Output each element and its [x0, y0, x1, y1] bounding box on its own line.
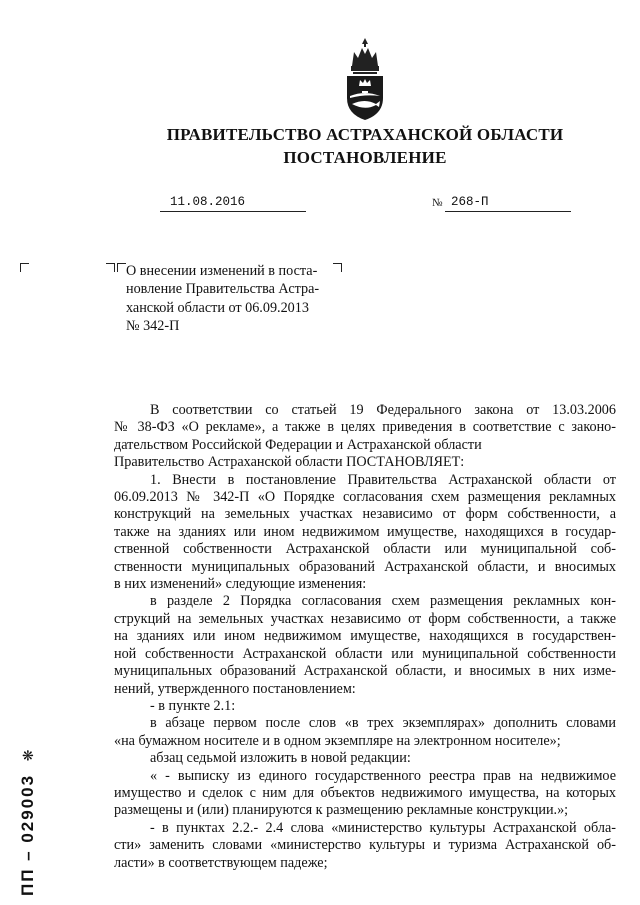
body-line: ственной собственности Астраханской области или муниципальной соб-	[114, 541, 616, 558]
body-line: сти» заменить словами «министерство культуры и туризма Астраханской об-	[114, 837, 616, 854]
body-line: - в пунктах 2.2.- 2.4 слова «министерство культуры Астраханской обла-	[150, 819, 616, 836]
number-sign: №	[432, 197, 443, 209]
body-line: ственности муниципальных образований Астраханской области, и вносимых	[114, 558, 616, 575]
body-line: в разделе 2 Порядка согласования схем размещения рекламных кон-	[150, 593, 616, 610]
body-line: нений, утвержденного постановлением:	[114, 680, 356, 697]
body-line: № 38-ФЗ «О рекламе», а также в целях приведения в соответствие с законо-	[114, 419, 616, 436]
body-line: размещены и (или) планируются к размещению рекламные конструкции.»;	[114, 802, 569, 819]
body-line: абзац седьмой изложить в новой редакции:	[150, 750, 411, 767]
body-line: конструкций на земельных участках независимо от форм собственности, а	[114, 506, 616, 523]
subject-line: ханской области от 06.09.2013	[126, 299, 309, 316]
government-title: ПРАВИТЕЛЬСТВО АСТРАХАНСКОЙ ОБЛАСТИ	[166, 125, 564, 144]
serial-number	[18, 706, 40, 896]
body-line: струкций на земельных участках независимо от форм собственности, а также	[114, 610, 616, 627]
coat-of-arms-icon	[340, 36, 390, 122]
subject-bracket-mark	[106, 263, 115, 272]
body-line: ной собственности Астраханской области или муниципальной собственности	[114, 645, 616, 662]
body-line: муниципальных образований Астраханской области, и вносимых в них изме-	[114, 663, 616, 680]
subject-line: О внесении изменений в поста-	[126, 263, 318, 279]
document-date-value: 11.08.2016	[170, 195, 246, 209]
body-line: Правительство Астраханской области ПОСТАНОВЛЯЕТ:	[114, 454, 465, 471]
subject-line: новление Правительства Астра-	[126, 281, 320, 298]
body-line: - в пункте 2.1:	[150, 697, 236, 714]
margin-corner-mark	[20, 263, 29, 272]
body-line: дательством Российской Федерации и Астраханской области	[114, 436, 482, 453]
document-number	[445, 195, 571, 212]
body-line: в абзаце первом после слов «в трех экземплярах» дополнить словами	[150, 715, 616, 732]
body-line: ласти» в соответствующем падеже;	[114, 854, 328, 871]
document-number-value: 268-П	[451, 195, 489, 209]
subject-line: № 342-П	[126, 318, 180, 335]
serial-number-text: ПП – 029003	[18, 773, 37, 896]
document-subject	[126, 262, 341, 336]
subject-bracket-mark	[117, 263, 126, 272]
serial-number-strip	[18, 706, 40, 896]
body-line: на зданиях или ином недвижимом имуществе, находящихся в государствен-	[114, 628, 616, 645]
body-line: «на бумажном носителе и в одном экземпляре на электронном носителе»;	[114, 732, 561, 749]
star-mark-icon: ❋	[20, 747, 36, 762]
body-line: имущество и сделок с ним для объектов недвижимого имущества, на которых	[114, 784, 616, 801]
body-line: 06.09.2013 № 342-П «О Порядке согласования схем размещения рекламных	[114, 489, 616, 506]
body-line: в них изменений» следующие изменения:	[114, 576, 367, 593]
document-body	[114, 402, 616, 872]
body-line: В соответствии со статьей 19 Федерального закона от 13.03.2006	[150, 402, 616, 418]
document-type: ПОСТАНОВЛЕНИЕ	[283, 148, 447, 167]
body-line: 1. Внести в постановление Правительства Астраханской области от	[150, 471, 616, 488]
body-line: « - выписку из единого государственного реестра прав на недвижимое	[150, 767, 616, 784]
document-date	[160, 195, 306, 212]
body-line: также на зданиях или ином недвижимом имуществе, находящихся в государ-	[114, 523, 616, 540]
